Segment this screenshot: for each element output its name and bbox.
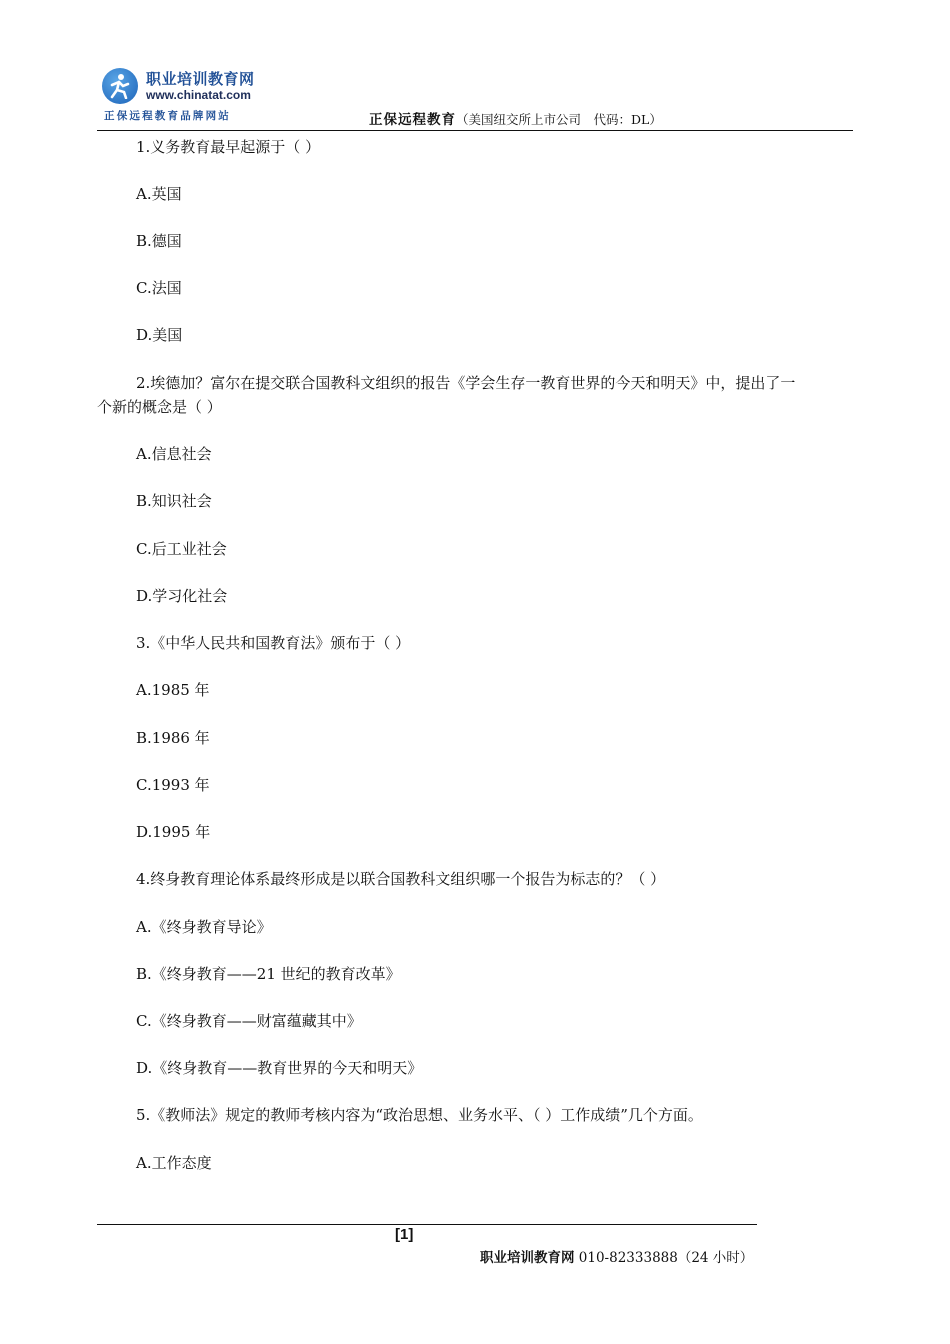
- header-company-line: [369, 108, 662, 128]
- question-5: 5.《教师法》规定的教师考核内容为“政治思想、业务水平、（ ）工作成绩”几个方面。: [136, 1106, 703, 1124]
- question-1: 1.义务教育最早起源于（ ）: [136, 138, 321, 156]
- site-logo[interactable]: [102, 66, 262, 124]
- question-2: 2.埃德加？富尔在提交联合国教科文组织的报告《学会生存一教育世界的今天和明天》中，提出了一: [136, 374, 796, 392]
- option-line: D.《终身教育——教育世界的今天和明天》: [136, 1059, 423, 1077]
- footer-rule: [97, 1224, 757, 1225]
- option-line: B.《终身教育——21 世纪的教育改革》: [136, 965, 401, 983]
- option-line: C.法国: [136, 279, 182, 297]
- footer-phone: 010-82333888（24 小时）: [574, 1250, 754, 1266]
- option-line: A.工作态度: [136, 1154, 212, 1172]
- footer-contact: [480, 1246, 753, 1266]
- logo-title: 职业培训教育网: [146, 70, 255, 88]
- option-line: D.美国: [136, 326, 183, 344]
- header-company: （美国纽交所上市公司 代码：DL）: [456, 112, 662, 127]
- option-line: C.《终身教育——财富蕴藏其中》: [136, 1012, 362, 1030]
- question-4: 4.终身教育理论体系最终形成是以联合国教科文组织哪一个报告为标志的？（ ）: [136, 870, 666, 888]
- logo-url: www.chinatat.com: [146, 88, 251, 102]
- option-line: B.德国: [136, 232, 182, 250]
- option-line: D.1995 年: [136, 823, 211, 841]
- option-line: C.1993 年: [136, 776, 210, 794]
- page-number: [1]: [395, 1226, 414, 1243]
- option-line: A.英国: [136, 185, 182, 203]
- question-2-continued: 个新的概念是（ ）: [97, 398, 222, 416]
- runner-logo-icon: [102, 68, 138, 104]
- option-line: A.信息社会: [136, 445, 212, 463]
- option-line: B.1986 年: [136, 729, 210, 747]
- option-line: B.知识社会: [136, 492, 212, 510]
- question-3: 3.《中华人民共和国教育法》颁布于（ ）: [136, 634, 411, 652]
- option-line: A.《终身教育导论》: [136, 918, 272, 936]
- option-line: D.学习化社会: [136, 587, 228, 605]
- option-line: A.1985 年: [136, 681, 210, 699]
- option-line: C.后工业社会: [136, 540, 227, 558]
- header-brand: 正保远程教育: [369, 112, 456, 128]
- logo-subtitle: 正保远程教育品牌网站: [104, 110, 231, 122]
- footer-site-name: 职业培训教育网: [480, 1250, 575, 1266]
- page-header: [97, 62, 853, 131]
